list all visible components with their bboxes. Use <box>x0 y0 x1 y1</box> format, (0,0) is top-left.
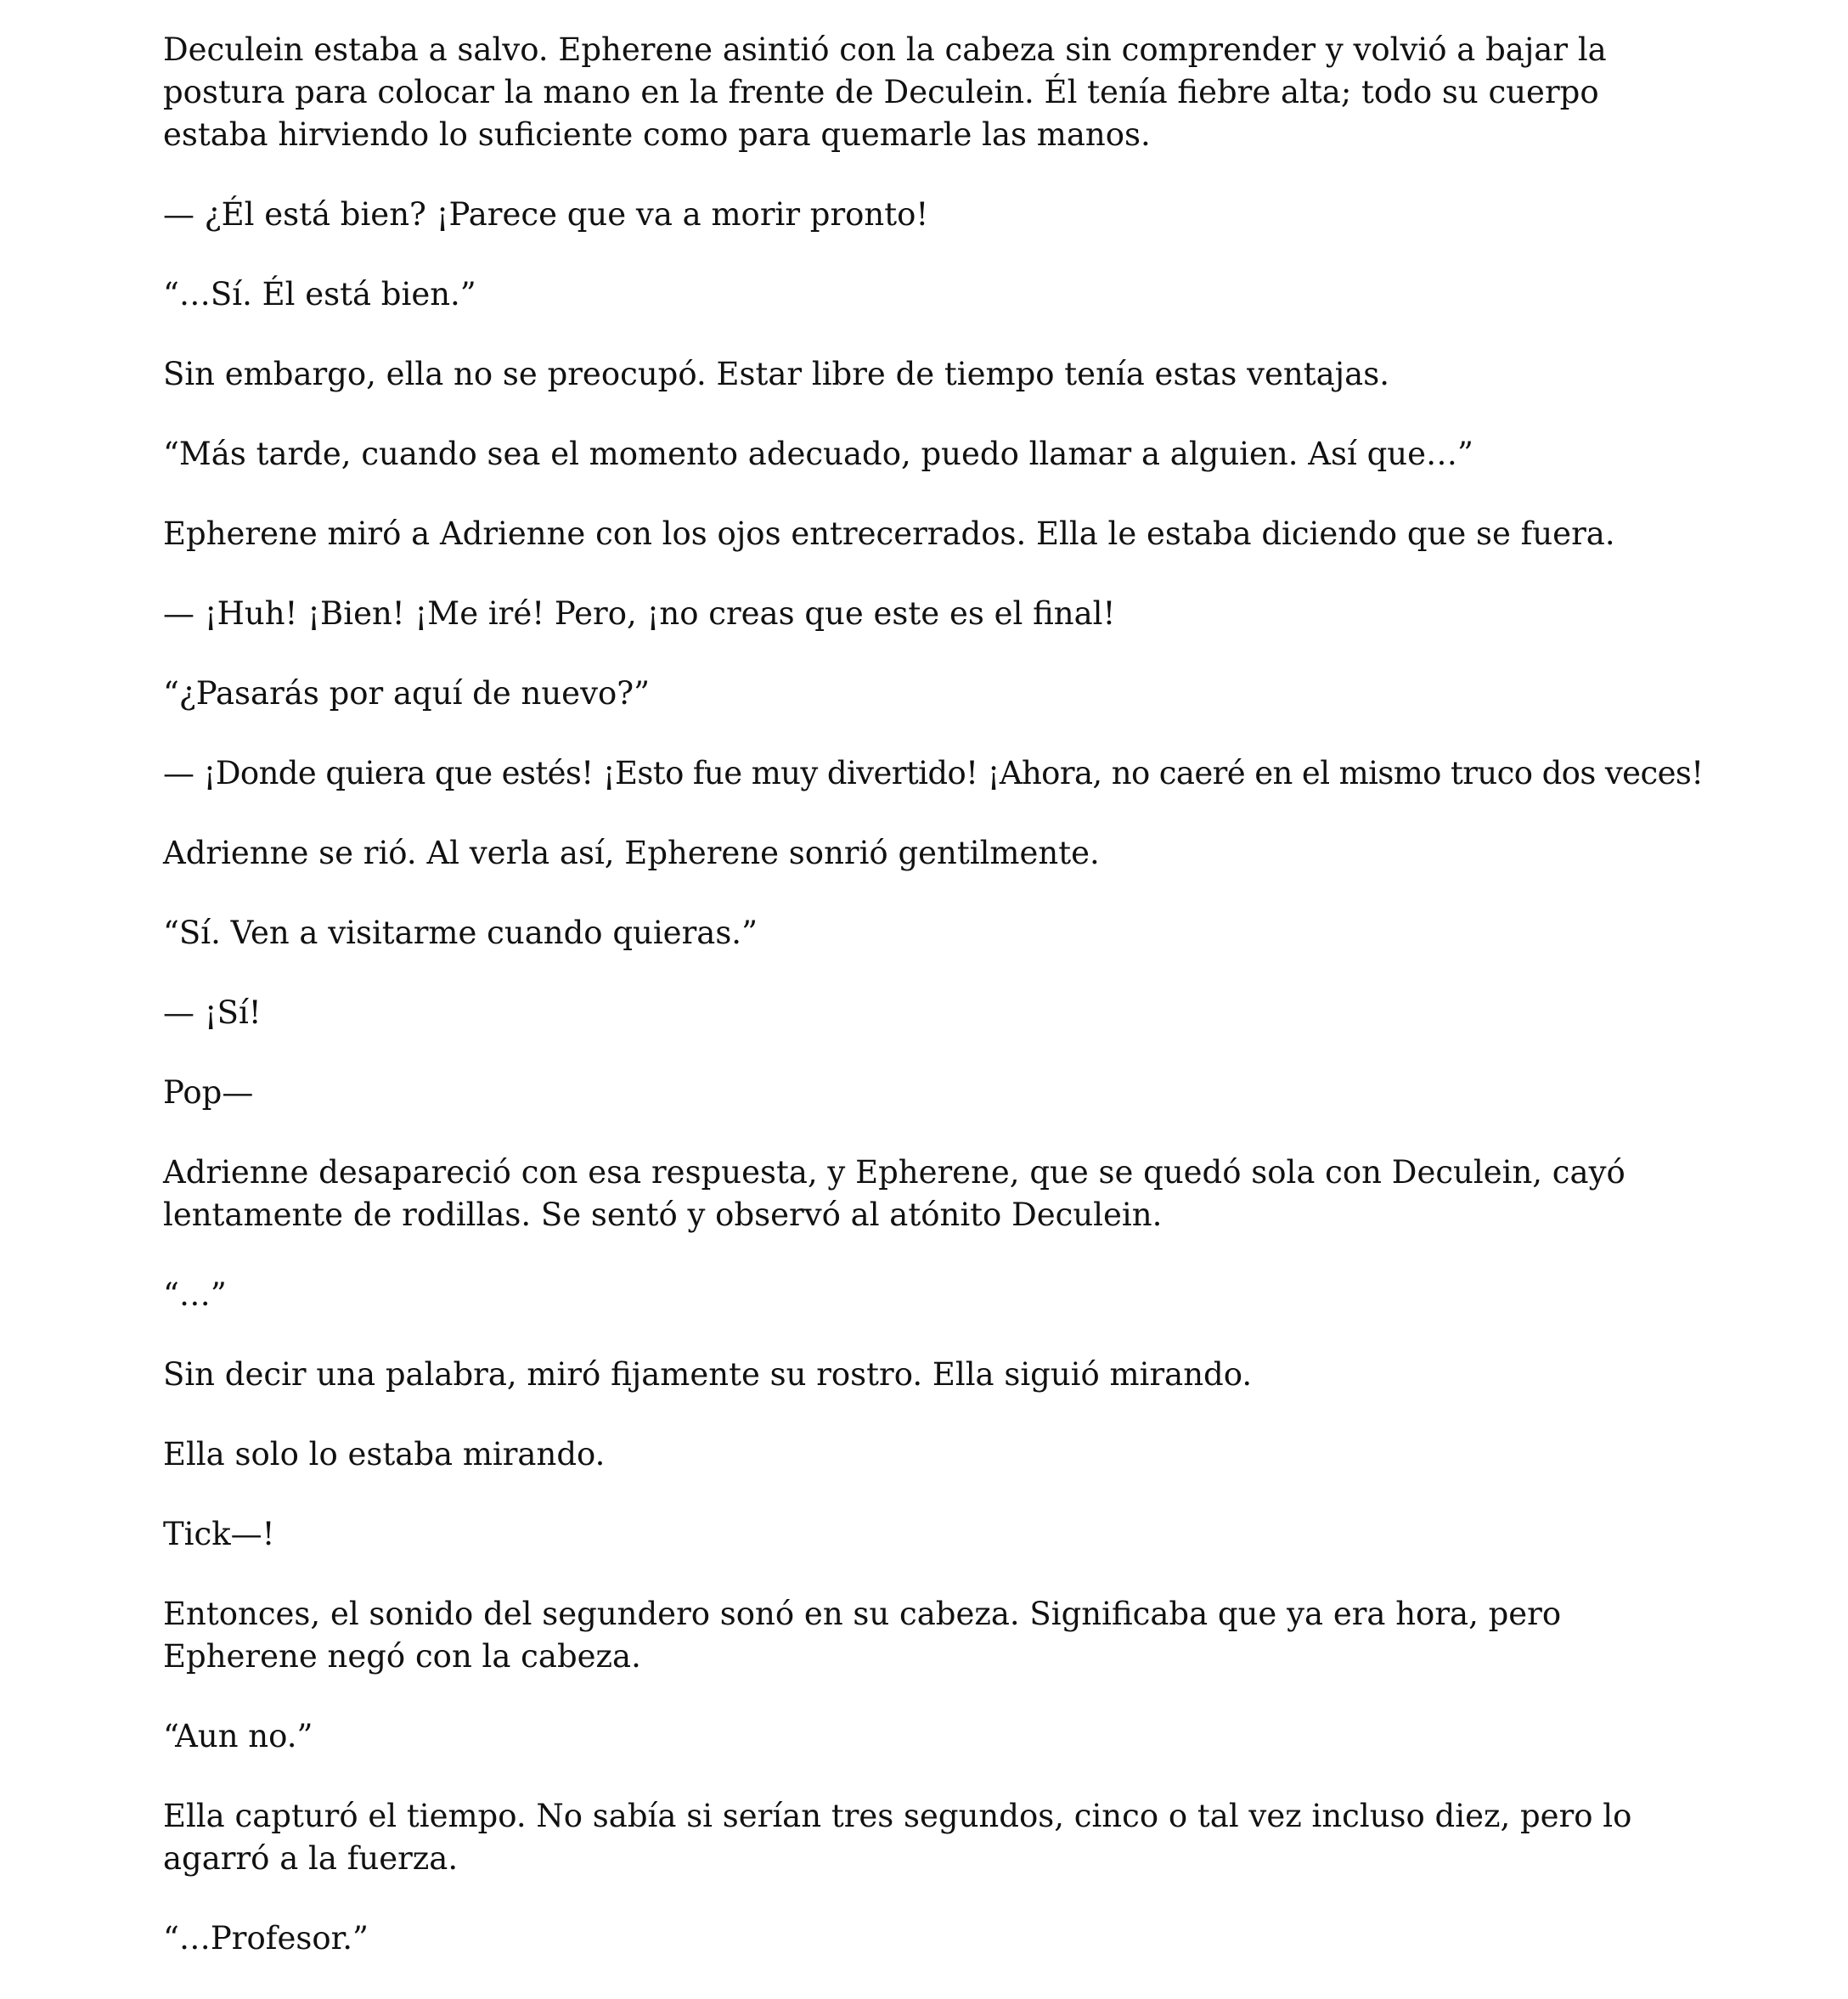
paragraph: “…Sí. Él está bien.” <box>163 276 476 313</box>
paragraph: “…” <box>163 1276 227 1313</box>
paragraph: Ella solo lo estaba mirando. <box>163 1436 606 1473</box>
document-page <box>163 29 1709 1997</box>
paragraph: Sin embargo, ella no se preocupó. Estar libre de tiempo tenía estas ventajas. <box>163 356 1389 392</box>
paragraph: Adrienne se rió. Al verla así, Epherene sonrió gentilmente. <box>163 835 1100 871</box>
paragraph: Tick—! <box>163 1516 275 1552</box>
paragraph: — ¡Huh! ¡Bien! ¡Me iré! Pero, ¡no creas que este es el final! <box>163 595 1116 632</box>
paragraph: Entonces, el sonido del segundero sonó en su cabeza. Significaba que ya era hora, pero Epherene negó con la cabeza. <box>163 1596 1562 1675</box>
paragraph: “Más tarde, cuando sea el momento adecuado, puedo llamar a alguien. Así que…” <box>163 436 1473 472</box>
paragraph: Epherene miró a Adrienne con los ojos entrecerrados. Ella le estaba diciendo que se fuera. <box>163 515 1615 552</box>
paragraph: — ¡Sí! <box>163 994 262 1031</box>
paragraph: — ¿Él está bien? ¡Parece que va a morir pronto! <box>163 196 929 233</box>
paragraph: Sin decir una palabra, miró fijamente su rostro. Ella siguió mirando. <box>163 1356 1253 1393</box>
paragraph: Pop— <box>163 1074 254 1111</box>
paragraph: “¿Pasarás por aquí de nuevo?” <box>163 675 650 712</box>
paragraph: Deculein estaba a salvo. Epherene asintió con la cabeza sin comprender y volvió a bajar la postura para colocar la mano en la frente de Deculein. Él tenía fiebre alta; todo su cuerpo estaba hirviendo lo suficiente como para quemarle las manos. <box>163 31 1607 153</box>
paragraph: Adrienne desapareció con esa respuesta, y Epherene, que se quedó sola con Deculein, cayó lentamente de rodillas. Se sentó y observó al atónito Deculein. <box>163 1154 1625 1233</box>
paragraph: “Sí. Ven a visitarme cuando quieras.” <box>163 915 758 951</box>
paragraph: — ¡Donde quiera que estés! ¡Esto fue muy divertido! ¡Ahora, no caeré en el mismo truco dos veces! <box>163 755 1704 791</box>
paragraph: “Aun no.” <box>163 1718 313 1754</box>
paragraph: “…Profesor.” <box>163 1920 369 1957</box>
paragraph: Ella capturó el tiempo. No sabía si serían tres segundos, cinco o tal vez incluso diez, pero lo agarró a la fuerza. <box>163 1798 1632 1877</box>
